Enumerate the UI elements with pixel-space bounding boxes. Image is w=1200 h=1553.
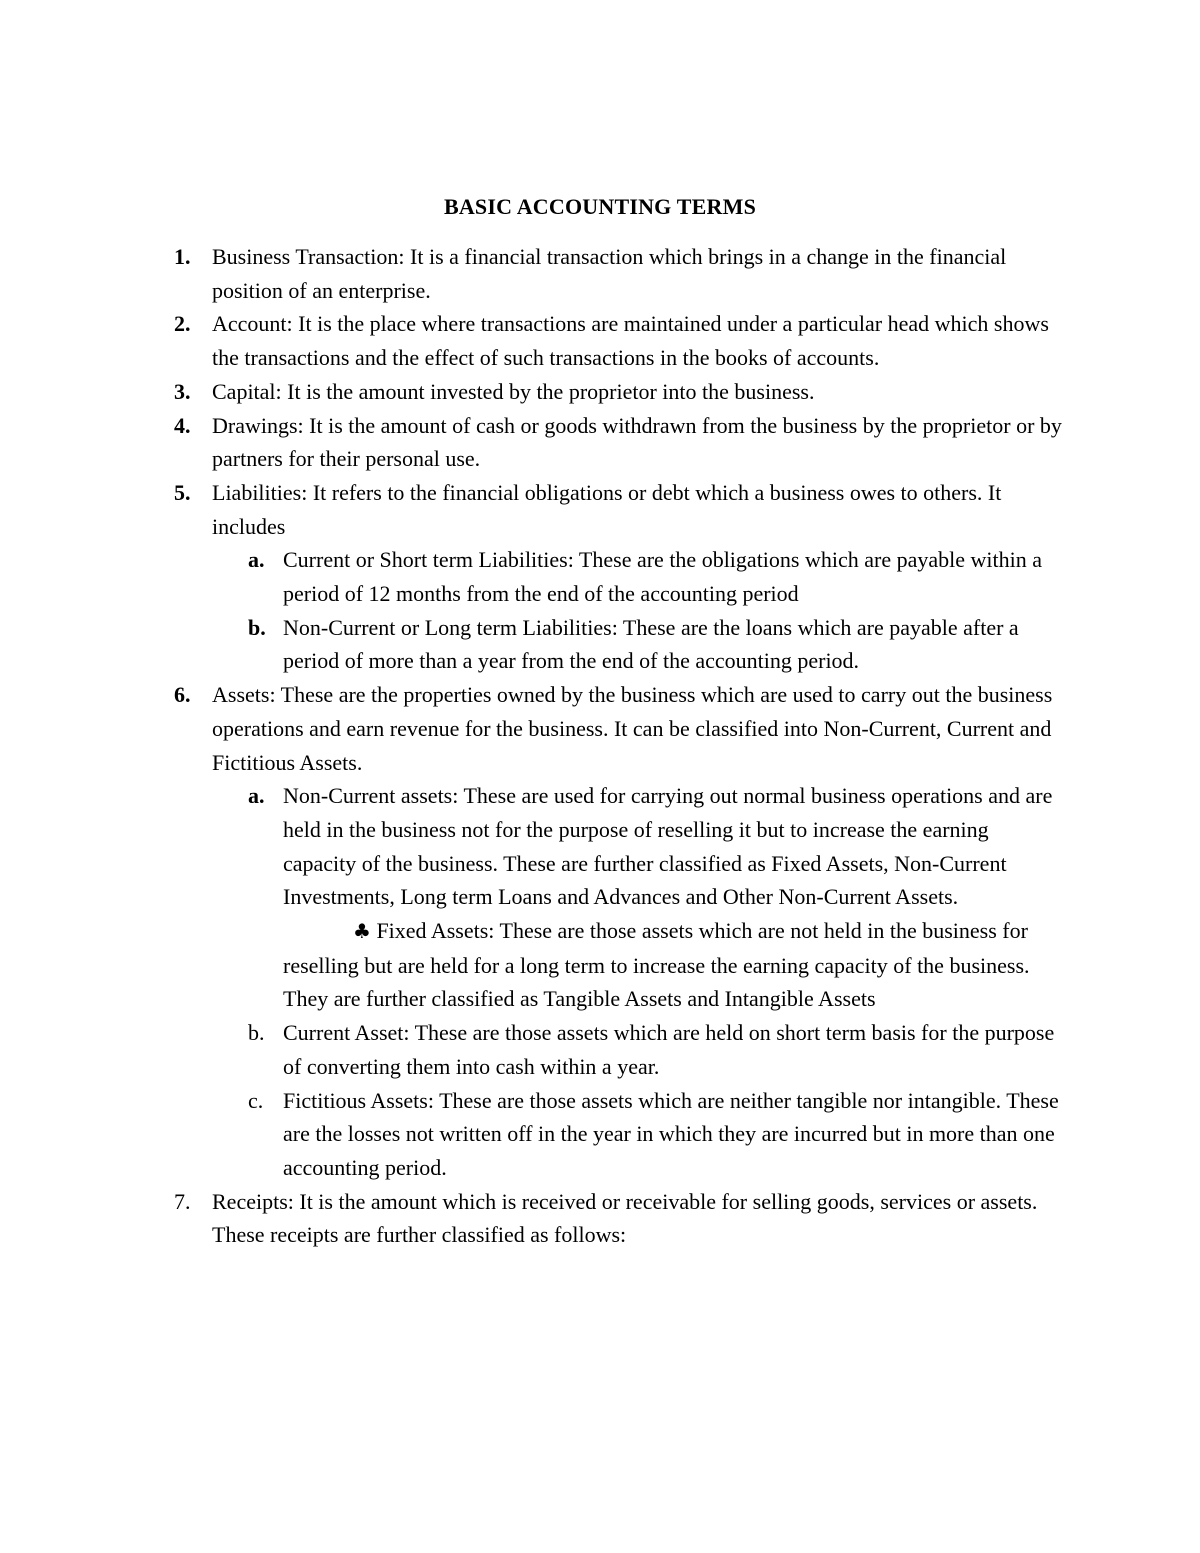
item-text: Liabilities: It refers to the financial obligations or debt which a business owes to others. It includes [212, 479, 1002, 539]
item-number: 3. [174, 378, 191, 404]
club-bullet-icon: ♣ [353, 919, 371, 944]
list-item [0, 307, 1062, 374]
item-number: 4. [174, 412, 191, 438]
page-title: BASIC ACCOUNTING TERMS [443, 194, 757, 219]
list-item [0, 1185, 1062, 1252]
item-number: 5. [174, 479, 191, 505]
list-item [0, 678, 1062, 779]
item-text: Business Transaction: It is a financial transaction which brings in a change in the financial position of an enterprise. [212, 244, 1007, 303]
item-number: 6. [174, 682, 191, 708]
item-number: 1. [174, 244, 191, 269]
item-text: Account: It is the place where transactions are maintained under a particular head which shows the transactions and the effect of such transactions in the books of accounts. [212, 311, 1049, 371]
list-item [0, 375, 1062, 409]
sub-item-text: Current or Short term Liabilities: These are the obligations which are payable within a period of 12 months from the end of the accounting period [283, 547, 1042, 607]
fixed-assets-text: Fixed Assets: These are those assets which are not held in the business for reselling but are held for a long term to increase the earning capacity of the business. They are further classified as Tangible Assets and Intangible Assets [283, 918, 1030, 1012]
fixed-assets-paragraph [0, 914, 1063, 1016]
item-text: Receipts: It is the amount which is received or receivable for selling goods, services or assets. These receipts are further classified as follows: [212, 1188, 1038, 1248]
sub-item-text: Fictitious Assets: These are those assets which are neither tangible nor intangible. These are the losses not written off in the year in which they are incurred but in more than one accounting period. [283, 1087, 1059, 1180]
item-text: Assets: These are the properties owned by the business which are used to carry out the business operations and earn revenue for the business. It can be classified into Non-Current, Current and Fictitious Assets. [212, 682, 1053, 775]
sub-list-item [0, 543, 1063, 610]
sub-item-letter: b. [248, 614, 266, 640]
item-text: Drawings: It is the amount of cash or goods withdrawn from the business by the proprietor or by partners for their personal use. [212, 412, 1062, 472]
sub-list-item [0, 1016, 1063, 1083]
item-number: 7. [174, 1188, 191, 1214]
list-item [0, 240, 1062, 307]
sub-item-letter: a. [248, 783, 265, 809]
sub-list-item [0, 611, 1063, 678]
sub-item-letter: a. [248, 547, 265, 573]
sub-list-item [0, 1084, 1063, 1185]
sub-item-text: Non-Current or Long term Liabilities: These are the loans which are payable after a period of more than a year from the end of the accounting period. [283, 614, 1019, 674]
sub-item-text: Non-Current assets: These are used for carrying out normal business operations and are held in the business not for the purpose of reselling it but to increase the earning capacity of the business. These are further classified as Fixed Assets, Non-Current Investments, Long term Loans and Advances and Other Non-Current Assets. [283, 783, 1053, 910]
sub-item-letter: b. [248, 1020, 265, 1046]
list-item [0, 476, 1062, 543]
item-text: Capital: It is the amount invested by the proprietor into the business. [212, 378, 815, 404]
sub-list-item [0, 779, 1063, 914]
sub-item-letter: c. [248, 1087, 264, 1113]
sub-item-text: Current Asset: These are those assets which are held on short term basis for the purpose of converting them into cash within a year. [283, 1020, 1055, 1079]
terms-list [0, 240, 1200, 1252]
list-item [0, 409, 1062, 476]
item-number: 2. [174, 311, 191, 337]
